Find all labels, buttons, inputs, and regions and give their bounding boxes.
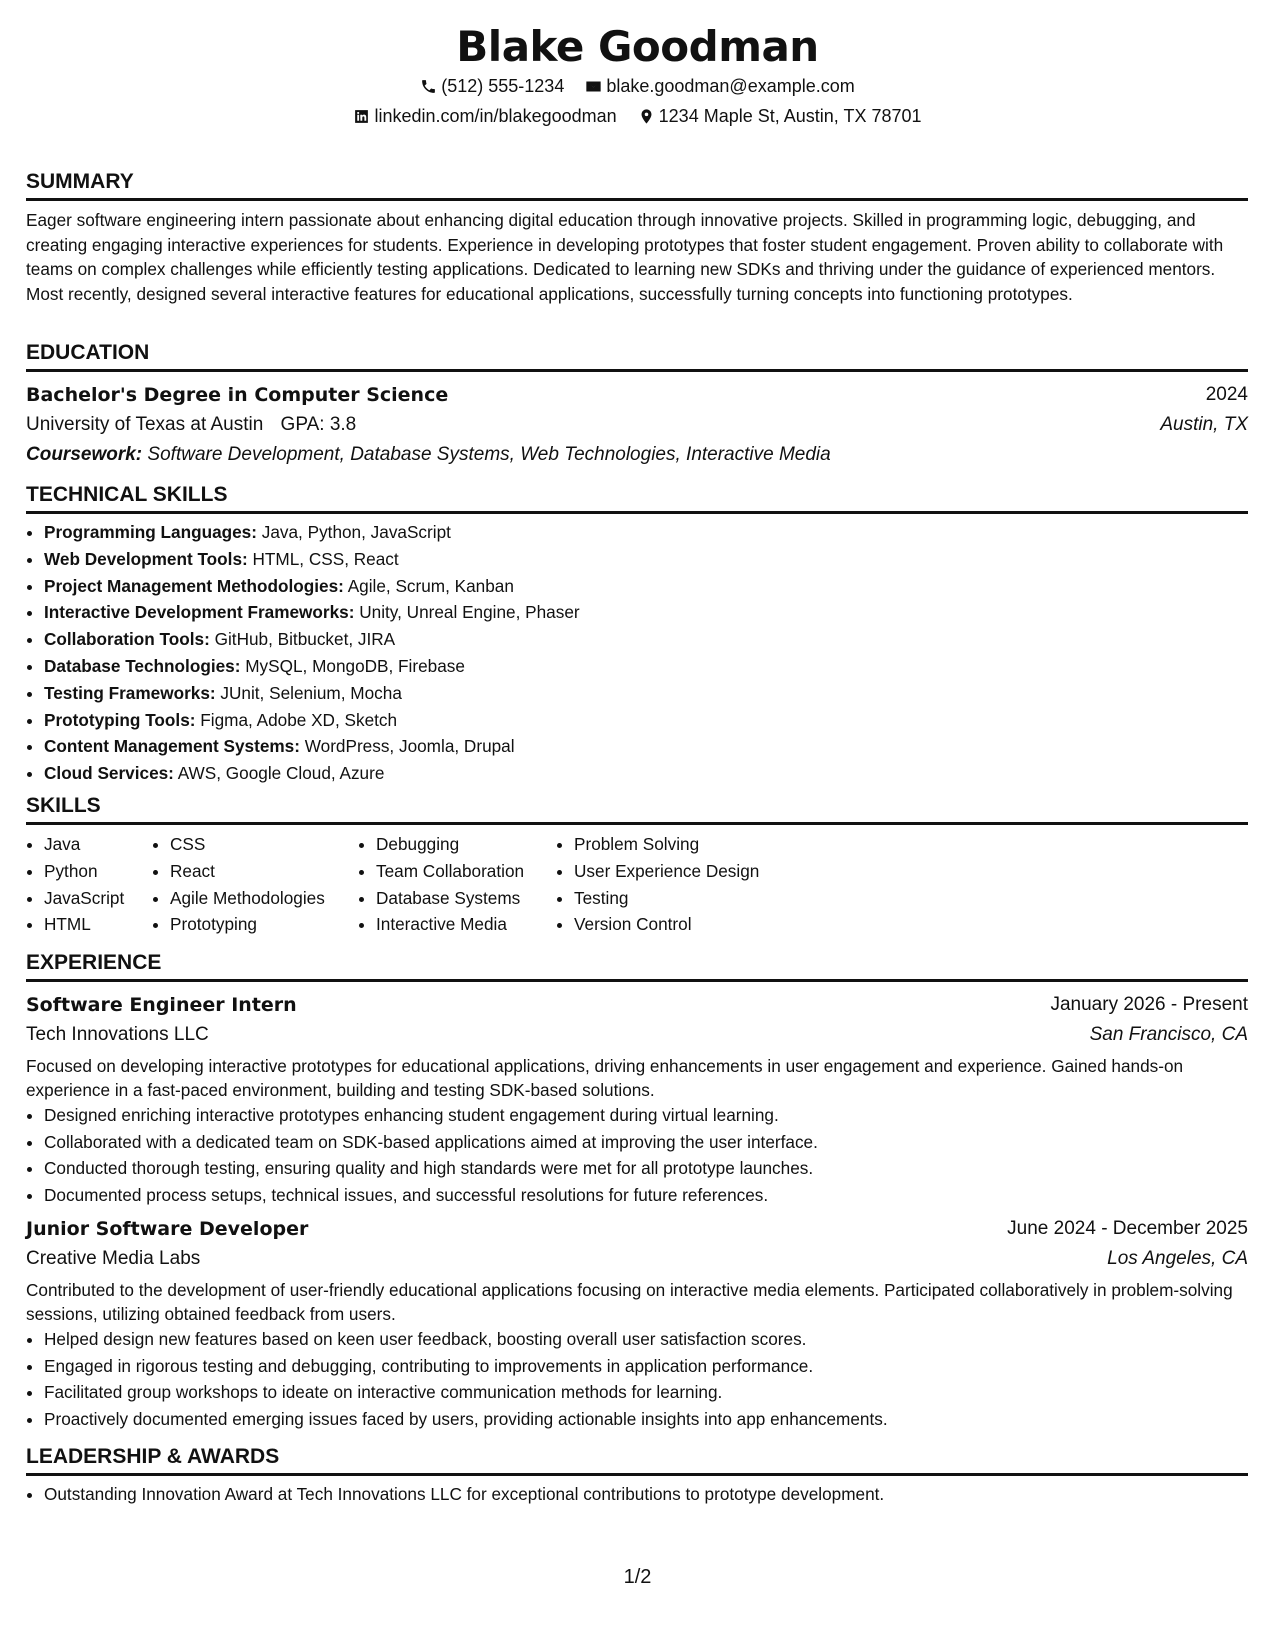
- job-title-row: [26, 1214, 1248, 1244]
- skill-category-label: Web Development Tools:: [44, 548, 248, 569]
- list-item: • Helped design new features based on keen user feedback, boosting overall user satisfaction scores.: [44, 1326, 1248, 1353]
- job-summary: Contributed to the development of user-friendly educational applications focusing on interactive media elements. Participated collaboratively in problem-solving sessions, utilizing obtained feedback from users.: [26, 1280, 1233, 1324]
- list-item: • Conducted thorough testing, ensuring quality and high standards were met for all prototype launches.: [44, 1155, 1248, 1182]
- skill-category-value: WordPress, Joomla, Drupal: [304, 736, 515, 757]
- coursework-label: Coursework:: [26, 444, 143, 465]
- job-role: Software Engineer Intern: [26, 994, 297, 1016]
- skills-column: [556, 831, 814, 938]
- list-item: • HTML: [44, 911, 152, 938]
- candidate-name: Blake Goodman: [456, 22, 819, 71]
- technical-skills-heading: TECHNICAL SKILLS: [26, 481, 1248, 514]
- summary-heading: SUMMARY: [26, 168, 1248, 201]
- list-item: [44, 733, 1248, 760]
- leadership-section: [26, 1443, 1248, 1508]
- list-item: • Agile Methodologies: [170, 885, 358, 912]
- list-item: • Prototyping: [170, 911, 358, 938]
- list-item: [44, 680, 1248, 707]
- job-company: Tech Innovations LLC: [26, 1024, 209, 1045]
- degree-name: Bachelor's Degree in Computer Science: [26, 384, 449, 406]
- skill-category-label: Database Technologies:: [44, 655, 241, 676]
- list-item: • Interactive Media: [376, 911, 556, 938]
- skill-category-value: GitHub, Bitbucket, JIRA: [214, 629, 396, 650]
- skill-category-value: Figma, Adobe XD, Sketch: [200, 709, 398, 730]
- list-item: • Facilitated group workshops to ideate on interactive communication methods for learning.: [44, 1379, 1248, 1406]
- job-bullets: [26, 1102, 1248, 1208]
- job-entry: [26, 990, 1248, 1208]
- job-company-row: [26, 1020, 1248, 1050]
- skill-category-value: MySQL, MongoDB, Firebase: [245, 655, 465, 676]
- education-school-row: [26, 410, 1248, 440]
- street-address: 1234 Maple St, Austin, TX 78701: [658, 106, 922, 126]
- skill-category-label: Cloud Services:: [44, 763, 174, 784]
- linkedin-icon: [353, 108, 370, 125]
- skill-category-value: AWS, Google Cloud, Azure: [177, 763, 385, 784]
- job-dates: June 2024 - December 2025: [1007, 1218, 1248, 1239]
- technical-skills-list: [26, 519, 1248, 787]
- skill-category-value: Java, Python, JavaScript: [261, 522, 451, 542]
- summary-section: [26, 168, 1248, 306]
- job-location: Los Angeles, CA: [1107, 1248, 1248, 1269]
- list-item: [44, 573, 1248, 600]
- list-item: • JavaScript: [44, 885, 152, 912]
- skill-category-value: Unity, Unreal Engine, Phaser: [359, 602, 580, 623]
- map-pin-icon: [638, 108, 655, 125]
- skills-column: [152, 831, 358, 938]
- list-item: • Java: [44, 831, 152, 858]
- phone-number: (512) 555-1234: [441, 76, 565, 96]
- list-item: • React: [170, 858, 358, 885]
- skills-column: [358, 831, 556, 938]
- skill-category-label: Project Management Methodologies:: [44, 575, 344, 596]
- list-item: [44, 707, 1248, 734]
- contact-row-1: [0, 76, 1275, 100]
- coursework-line: [26, 440, 1248, 470]
- job-company-row: [26, 1244, 1248, 1274]
- linkedin-url[interactable]: linkedin.com/in/blakegoodman: [374, 106, 617, 126]
- skill-category-label: Interactive Development Frameworks:: [44, 602, 355, 623]
- summary-text: Eager software engineering intern passionate about enhancing digital education through innovative projects. Skilled in programming logic, debugging, and creating engaging interactive experiences for students. Experience in developing prototypes that foster student engagement. Proven ability to collaborate with teams on complex challenges while efficiently testing applications. Dedicated to learning new SDKs and thriving under the guidance of experienced mentors. Most recently, designed several interactive features for educational applications, successfully turning concepts into functioning prototypes.: [26, 210, 1224, 304]
- education-heading: EDUCATION: [26, 339, 1248, 372]
- phone-contact: [420, 76, 564, 97]
- list-item: • Testing: [574, 885, 814, 912]
- skill-category-label: Prototyping Tools:: [44, 709, 196, 730]
- job-role: Junior Software Developer: [26, 1218, 309, 1240]
- list-item: [44, 519, 1248, 546]
- skills-column: [26, 831, 152, 938]
- list-item: • Documented process setups, technical issues, and successful resolutions for future references.: [44, 1182, 1248, 1209]
- school-name: University of Texas at Austin: [26, 414, 264, 435]
- job-location: San Francisco, CA: [1089, 1024, 1248, 1045]
- skill-category-value: JUnit, Selenium, Mocha: [220, 682, 402, 703]
- list-item: • Designed enriching interactive prototypes enhancing student engagement during virtual learning.: [44, 1102, 1248, 1129]
- job-summary: Focused on developing interactive prototypes for educational applications, driving enhancements in user engagement and experience. Gained hands-on experience in a fast-paced environment, building and testing SDK-based solutions.: [26, 1056, 1184, 1100]
- skill-category-value: HTML, CSS, React: [252, 548, 399, 569]
- list-item: [44, 546, 1248, 573]
- education-section: [26, 339, 1248, 470]
- job-title-row: [26, 990, 1248, 1020]
- linkedin-contact[interactable]: [353, 106, 616, 127]
- job-bullets: [26, 1326, 1248, 1432]
- skill-category-label: Testing Frameworks:: [44, 682, 216, 703]
- list-item: • Version Control: [574, 911, 814, 938]
- list-item: • User Experience Design: [574, 858, 814, 885]
- list-item: [44, 599, 1248, 626]
- experience-heading: EXPERIENCE: [26, 949, 1248, 982]
- education-degree-row: [26, 380, 1248, 410]
- phone-icon: [420, 78, 437, 95]
- list-item: • Collaborated with a dedicated team on SDK-based applications aimed at improving the user interface.: [44, 1129, 1248, 1156]
- leadership-heading: LEADERSHIP & AWARDS: [26, 1443, 1248, 1476]
- list-item: [44, 653, 1248, 680]
- job-entry: [26, 1214, 1248, 1432]
- leadership-list: [26, 1481, 1248, 1508]
- page-number: 1/2: [623, 1566, 652, 1588]
- skills-grid: [26, 831, 1248, 938]
- list-item: • Team Collaboration: [376, 858, 556, 885]
- skill-category-label: Content Management Systems:: [44, 736, 300, 757]
- job-company: Creative Media Labs: [26, 1248, 201, 1269]
- school-info: [26, 414, 356, 436]
- list-item: • Database Systems: [376, 885, 556, 912]
- email-contact[interactable]: [585, 76, 854, 97]
- list-item: • CSS: [170, 831, 358, 858]
- list-item: • Problem Solving: [574, 831, 814, 858]
- experience-section: [26, 949, 1248, 1432]
- skills-section: [26, 792, 1248, 938]
- skills-heading: SKILLS: [26, 792, 1248, 825]
- list-item: • Proactively documented emerging issues faced by users, providing actionable insights into app enhancements.: [44, 1406, 1248, 1433]
- skill-category-label: Programming Languages:: [44, 522, 257, 542]
- list-item: • Python: [44, 858, 152, 885]
- technical-skills-section: [26, 481, 1248, 787]
- address-contact: [638, 106, 922, 127]
- coursework-list: Software Development, Database Systems, Web Technologies, Interactive Media: [147, 444, 831, 465]
- skill-category-value: Agile, Scrum, Kanban: [347, 575, 514, 596]
- list-item: • Engaged in rigorous testing and debugging, contributing to improvements in application performance.: [44, 1353, 1248, 1380]
- graduation-year: 2024: [1205, 384, 1248, 405]
- school-location: Austin, TX: [1160, 414, 1248, 435]
- job-dates: January 2026 - Present: [1050, 994, 1248, 1015]
- skill-category-label: Collaboration Tools:: [44, 629, 210, 650]
- gpa: GPA: 3.8: [280, 414, 357, 435]
- list-item: • Outstanding Innovation Award at Tech Innovations LLC for exceptional contributions to prototype development.: [44, 1481, 1248, 1508]
- email-address[interactable]: blake.goodman@example.com: [606, 76, 855, 96]
- contact-row-2: [0, 106, 1275, 130]
- list-item: • Debugging: [376, 831, 556, 858]
- envelope-icon: [585, 78, 602, 95]
- list-item: [44, 760, 1248, 787]
- list-item: [44, 626, 1248, 653]
